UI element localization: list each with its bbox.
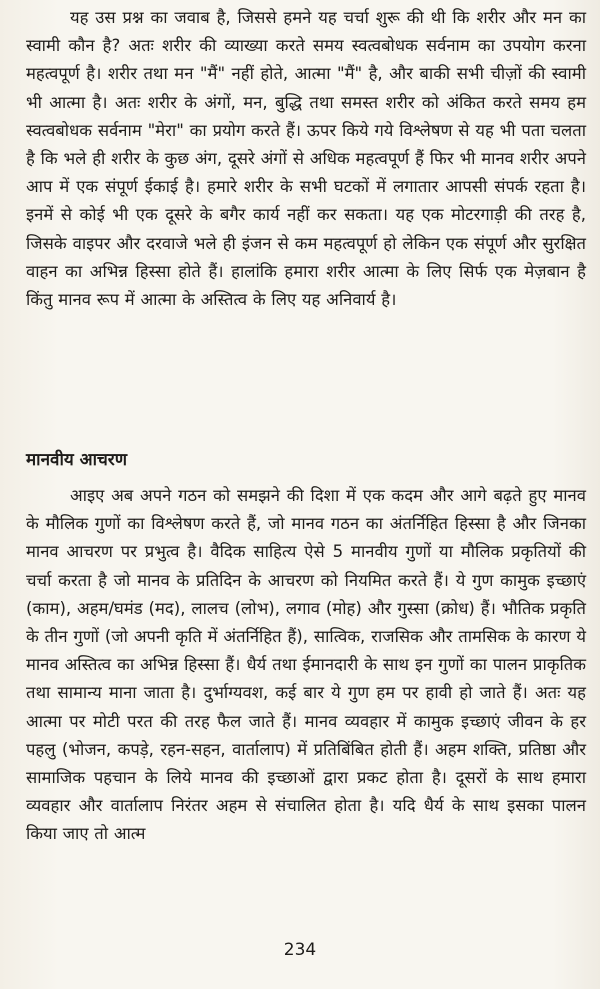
page-number: 234 (283, 940, 317, 960)
body-paragraph: यह उस प्रश्न का जवाब है, जिससे हमने यह चर्चा शुरू की थी कि शरीर और मन का स्वामी कौन है? अतः शरीर की व्याख्या करते समय स्वत्वबोधक सर्वनाम का उपयोग करना महत्वपूर्ण है। शरीर तथा मन "मैं" नहीं होते, आत्मा "मैं" है, और बाकी सभी चीज़ों की स्वामी भी आत्मा है। अतः शरीर के अंगों, मन, बुद्धि तथा समस्त शरीर को अंकित करते समय हम स्वत्वबोधक सर्वनाम "मेरा" का प्रयोग करते हैं। ऊपर किये गये विश्लेषण से यह भी पता चलता है कि भले ही शरीर के कुछ अंग, दूसरे अंगों से अधिक महत्वपूर्ण हैं फिर भी मानव शरीर अपने आप में एक संपूर्ण ईकाई है। हमारे शरीर के सभी घटकों में लगातार आपसी संपर्क रहता है। इनमें से कोई भी एक दूसरे के बगैर कार्य नहीं कर सकता। यह एक मोटरगाड़ी की तरह है, जिसके वाइपर और दरवाजे भले ही इंजन से कम महत्वपूर्ण हो लेकिन एक संपूर्ण और सुरक्षित वाहन का अभिन्न हिस्सा होते हैं। हालांकि हमारा शरीर आत्मा के लिए सिर्फ एक मेज़बान है किंतु मानव रूप में आत्मा के अस्तित्व के लिए यह अनिवार्य है। (26, 8, 586, 310)
body-paragraph: आइए अब अपने गठन को समझने की दिशा में एक कदम और आगे बढ़ते हुए मानव के मौलिक गुणों का विश्लेषण करते हैं, जो मानव गठन का अंतर्निहित हिस्सा है और जिनका मानव आचरण पर प्रभुत्व है। वैदिक साहित्य ऐसे 5 मानवीय गुणों या मौलिक प्रकृतियों की चर्चा करता है जो मानव के प्रतिदिन के आचरण को नियमित करते हैं। ये गुण कामुक इच्छाएं (काम), अहम/घमंड (मद), लालच (लोभ), लगाव (मोह) और गुस्सा (क्रोध) हैं। भौतिक प्रकृति के तीन गुणों (जो अपनी कृति में अंतर्निहित हैं), सात्विक, राजसिक और तामसिक के कारण ये मानव अस्तित्व का अभिन्न हिस्सा हैं। धैर्य तथा ईमानदारी के साथ इन गुणों का पालन प्राकृतिक तथा सामान्य माना जाता है। दुर्भाग्यवश, कई बार ये गुण हम पर हावी हो जाते हैं। अतः यह आत्मा पर मोटी परत की तरह फैल जाते हैं। मानव व्यवहार में कामुक इच्छाएं जीवन के हर पहलु (भोजन, कपड़े, रहन-सहन, वार्तालाप) में प्रतिबिंबित होती हैं। अहम शक्ति, प्रतिष्ठा और सामाजिक पहचान के लिये मानव की इच्छाओं द्वारा प्रकट होता है। दूसरों के साथ हमारा व्यवहार और वार्तालाप निरंतर अहम से संचालित होता है। यदि धैर्य के साथ इसका पालन किया जाए तो आत्म (26, 486, 586, 844)
section-heading: मानवीय आचरण (26, 450, 128, 470)
